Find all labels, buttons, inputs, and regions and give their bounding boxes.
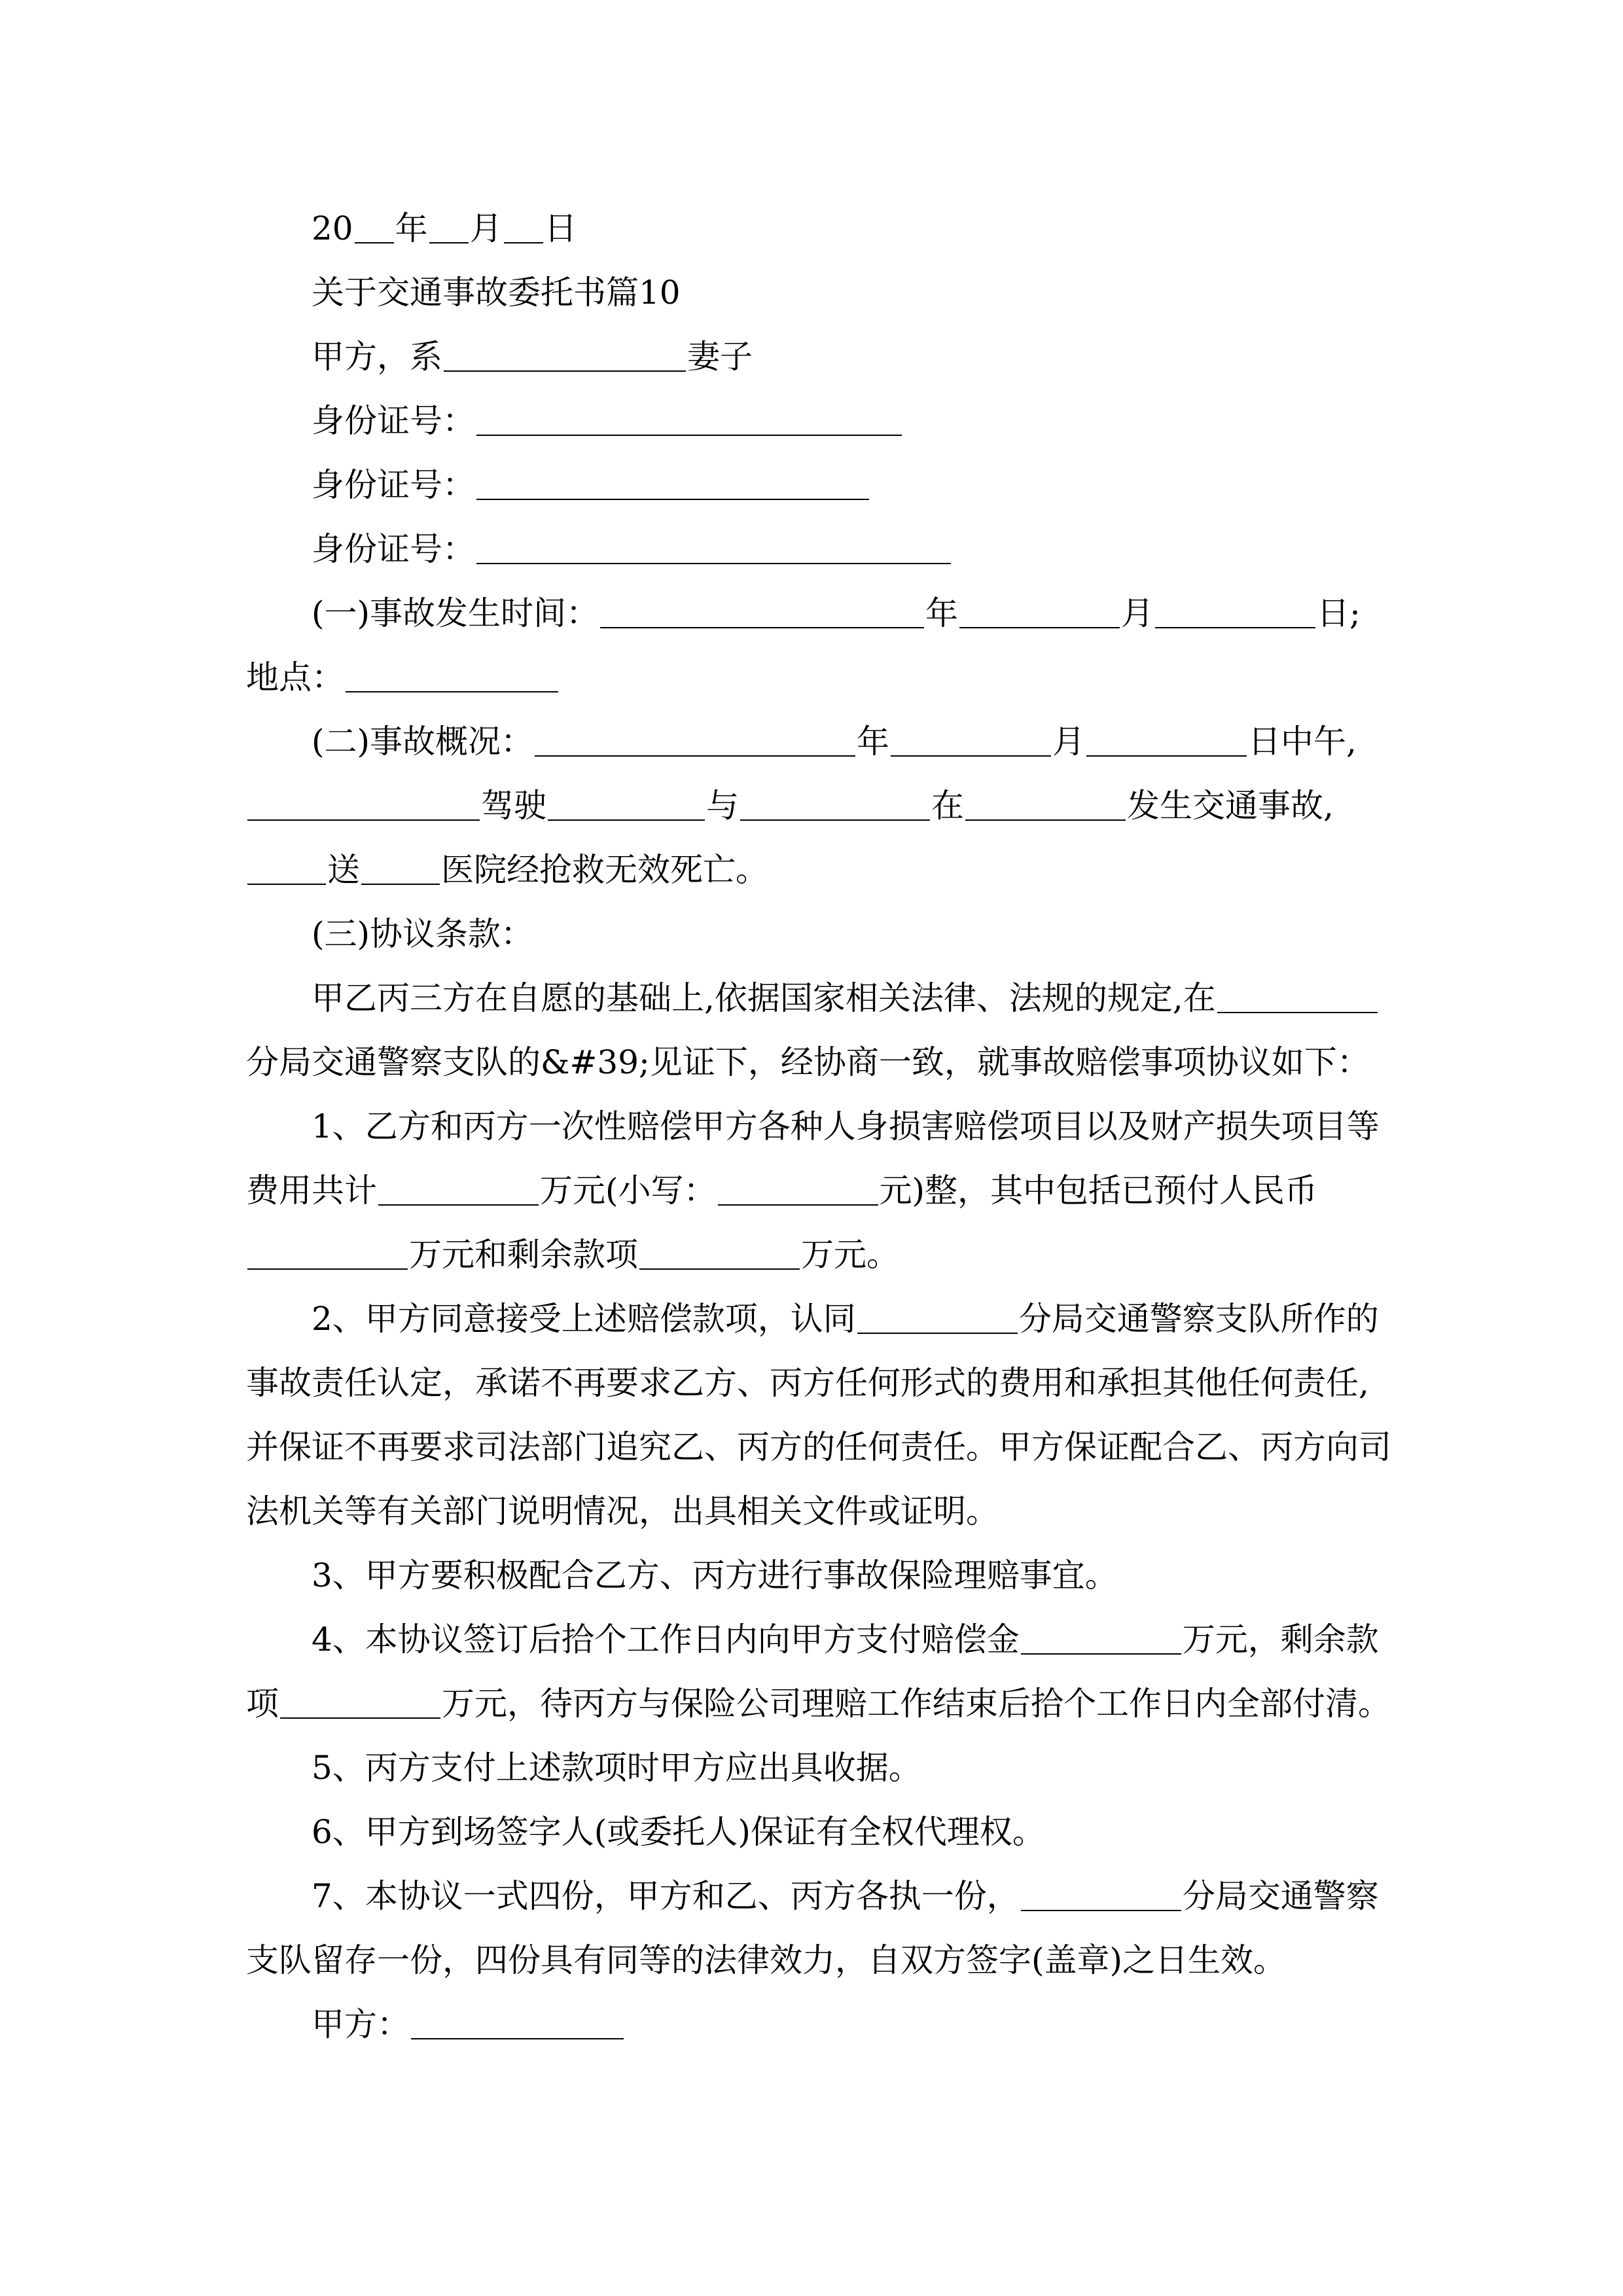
- party-a-relation: 妻子: [687, 338, 753, 376]
- clause-2-line-3: 并保证不再要求司法部门追究乙、丙方的任何责任。甲方保证配合乙、丙方向司: [246, 1428, 1391, 1466]
- clause-1-line-3: [246, 1223, 1398, 1287]
- blank: [476, 408, 902, 436]
- clause-1-line-2: [246, 1158, 1398, 1223]
- section-3-heading: (三)协议条款：: [312, 915, 534, 953]
- clause-1-lower: 万元(小写：: [540, 1172, 717, 1210]
- clause-4-text: 4、本协议签订后拾个工作日内向甲方支付赔偿金: [312, 1621, 1020, 1659]
- signature-blank: [411, 2012, 624, 2039]
- preamble-text: 甲乙丙三方在自愿的基础上,依据国家相关法律、法规的规定,在: [312, 979, 1216, 1017]
- blank: [857, 1306, 1018, 1334]
- s2-send: 送: [327, 851, 360, 889]
- id-line-3: [312, 517, 1463, 581]
- blank: [639, 1242, 800, 1270]
- blank: [535, 729, 855, 757]
- s2-month: 月: [1052, 723, 1086, 761]
- date-year-prefix: 20: [312, 209, 353, 247]
- blank: [247, 793, 480, 821]
- id-label: 身份证号：: [312, 530, 475, 568]
- s2-with: 与: [706, 787, 739, 825]
- clause-1-end: 万元。: [801, 1236, 899, 1274]
- id-label: 身份证号：: [312, 466, 475, 504]
- clause-3: 3、甲方要积极配合乙方、丙方进行事故保险理赔事宜。: [312, 1556, 1118, 1594]
- date-year: 年: [395, 209, 428, 247]
- blank: [959, 601, 1120, 628]
- blank: [361, 857, 440, 885]
- clause-7-text-2: 分局交通警察: [1182, 1877, 1379, 1915]
- clause-1-total: 费用共计: [246, 1172, 377, 1210]
- signature-label: 甲方：: [312, 2005, 410, 2043]
- blank: [1021, 1884, 1181, 1911]
- clause-2-line-1: [312, 1287, 1463, 1351]
- blank: [1217, 986, 1378, 1013]
- clause-7-text: 7、本协议一式四份，甲方和乙、丙方各执一份，: [312, 1877, 1020, 1915]
- date-line: [312, 196, 1463, 260]
- blank: [740, 793, 930, 821]
- blank: [1021, 1627, 1181, 1655]
- blank: [247, 1242, 408, 1270]
- s1-month: 月: [1121, 594, 1154, 632]
- blank: [1086, 729, 1247, 757]
- date-day: 日: [544, 209, 577, 247]
- s2-at: 在: [931, 787, 964, 825]
- s1-day: 日;: [1317, 594, 1361, 632]
- clause-7-line-1: [312, 1864, 1463, 1928]
- blank: [718, 1178, 878, 1206]
- blank: [429, 216, 469, 243]
- clause-5: 5、丙方支付上述款项时甲方应出具收据。: [312, 1749, 921, 1787]
- clause-7-line-2: 支队留存一份，四份具有同等的法律效力，自双方签字(盖章)之日生效。: [246, 1941, 1287, 1979]
- s2-drive: 驾驶: [481, 787, 546, 825]
- signature-line: [312, 1992, 1463, 2056]
- clause-4-text-2: 万元，剩余款: [1182, 1621, 1379, 1659]
- blank: [1155, 601, 1315, 628]
- s2-label: (二)事故概况：: [312, 723, 534, 761]
- clause-1-line-1: 1、乙方和丙方一次性赔偿甲方各种人身损害赔偿项目以及财产损失项目等: [312, 1107, 1380, 1145]
- clause-1-remaining: 万元和剩余款项: [409, 1236, 638, 1274]
- clause-6: 6、甲方到场签字人(或委托人)保证有全权代理权。: [312, 1813, 1045, 1851]
- date-month: 月: [469, 209, 503, 247]
- section-1-time: [312, 581, 1463, 645]
- place-label: 地点：: [246, 658, 344, 696]
- section-1-place: [246, 645, 1398, 709]
- id-line-2: [312, 453, 1463, 517]
- s2-accident: 发生交通事故,: [1127, 787, 1334, 825]
- id-line-1: [312, 389, 1463, 453]
- clause-4-line-2: [246, 1672, 1398, 1736]
- blank: [476, 473, 869, 500]
- blank: [378, 1178, 539, 1206]
- preamble-line-1: [312, 966, 1463, 1030]
- s1-year: 年: [925, 594, 959, 632]
- blank: [355, 216, 394, 243]
- id-label: 身份证号：: [312, 402, 475, 440]
- blank: [247, 857, 326, 885]
- clause-2-line-2: 事故责任认定，承诺不再要求乙方、丙方任何形式的费用和承担其他任何责任,: [246, 1364, 1369, 1402]
- blank: [346, 665, 558, 692]
- blank: [965, 793, 1126, 821]
- blank: [600, 601, 924, 628]
- preamble-line-2: 分局交通警察支队的&#39;见证下，经协商一致，就事故赔偿事项协议如下：: [246, 1043, 1370, 1081]
- blank: [891, 729, 1051, 757]
- s1-label: (一)事故发生时间：: [312, 594, 599, 632]
- clause-2-text-2: 分局交通警察支队所作的: [1018, 1300, 1379, 1338]
- blank: [280, 1691, 440, 1719]
- blank: [548, 793, 705, 821]
- clause-4-item: 项: [246, 1685, 279, 1723]
- blank: [504, 216, 543, 243]
- document-title: 关于交通事故委托书篇10: [312, 274, 681, 312]
- clause-2-text: 2、甲方同意接受上述赔偿款项，认同: [312, 1300, 856, 1338]
- section-2-line-1: [312, 709, 1463, 774]
- s2-year: 年: [857, 723, 890, 761]
- section-2-line-3: [246, 838, 1398, 902]
- clause-1-prepaid: 元)整，其中包括已预付人民币: [879, 1172, 1318, 1210]
- blank: [444, 344, 686, 372]
- s2-day: 日中午,: [1248, 723, 1357, 761]
- blank: [476, 537, 951, 564]
- section-2-line-2: [246, 774, 1398, 838]
- clause-2-line-4: 法机关等有关部门说明情况，出具相关文件或证明。: [246, 1492, 999, 1530]
- clause-4-text-3: 万元，待丙方与保险公司理赔工作结束后拾个工作日内全部付清。: [442, 1685, 1391, 1723]
- party-a-label: 甲方，系: [312, 338, 442, 376]
- s2-hospital: 医院经抢救无效死亡。: [441, 851, 768, 889]
- clause-4-line-1: [312, 1607, 1463, 1672]
- party-a-line: [312, 325, 1463, 389]
